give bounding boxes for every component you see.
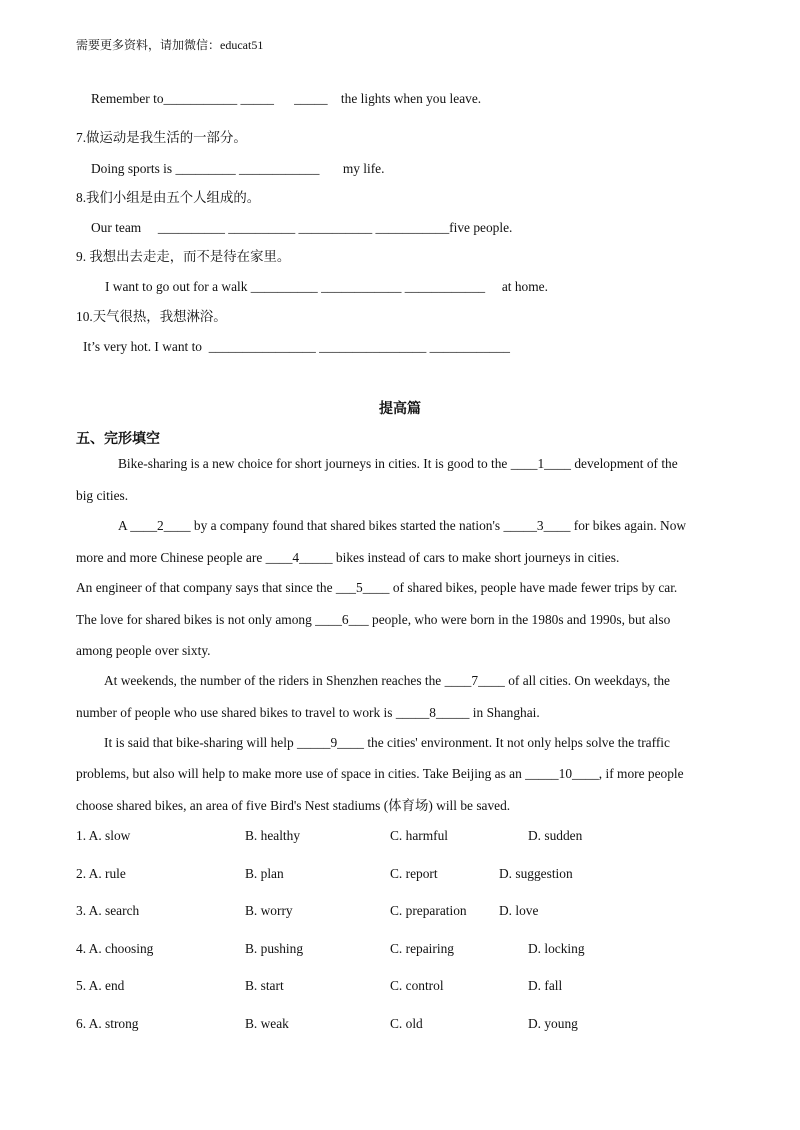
translation-line-6: Remember to___________ _____ _____ the lights when you leave.: [91, 91, 482, 106]
question-10-chinese: 10.天气很热，我想淋浴。: [76, 309, 227, 324]
header-note: 需要更多资料，请加微信：educat51: [76, 38, 264, 52]
q6-option-c: C. old: [390, 1016, 423, 1031]
passage-line: At weekends, the number of the riders in Shenzhen reaches the ____7____ of all cities. On weekdays, the: [104, 673, 670, 688]
q3-option-b: B. worry: [245, 903, 293, 918]
q2-option-c: C. report: [390, 866, 438, 881]
passage-line: Bike-sharing is a new choice for short journeys in cities. It is good to the ____1____ development of the: [118, 456, 678, 471]
passage-line: big cities.: [76, 488, 129, 503]
question-10-english: It’s very hot. I want to ________________ ________________ ____________: [83, 339, 510, 354]
passage-line: among people over sixty.: [76, 643, 211, 658]
question-8-english: Our team __________ __________ ___________ ___________five people.: [91, 220, 513, 235]
q5-option-a: 5. A. end: [76, 978, 125, 993]
question-7-chinese: 7.做运动是我生活的一部分。: [76, 130, 247, 145]
q4-option-c: C. repairing: [390, 941, 454, 956]
passage-line: The love for shared bikes is not only among ____6___ people, who were born in the 1980s and 1990s, but also: [76, 612, 671, 627]
q6-option-a: 6. A. strong: [76, 1016, 139, 1031]
q5-option-b: B. start: [245, 978, 284, 993]
q2-option-d: D. suggestion: [499, 866, 573, 881]
q2-option-b: B. plan: [245, 866, 284, 881]
q2-option-a: 2. A. rule: [76, 866, 126, 881]
q3-option-a: 3. A. search: [76, 903, 140, 918]
advanced-title: 提高篇: [379, 402, 421, 417]
passage-line: An engineer of that company says that since the ___5____ of shared bikes, people have made fewer trips by car.: [76, 580, 678, 595]
question-9-chinese: 9. 我想出去走走，而不是待在家里。: [76, 249, 291, 264]
passage-line: A ____2____ by a company found that shared bikes started the nation's _____3____ for bikes again. Now: [118, 518, 687, 533]
passage-line: choose shared bikes, an area of five Bird's Nest stadiums (体育场) will be saved.: [76, 798, 511, 813]
q1-option-c: C. harmful: [390, 828, 449, 843]
passage-line: It is said that bike-sharing will help _____9____ the cities' environment. It not only helps solve the traffic: [104, 735, 670, 750]
q6-option-d: D. young: [528, 1016, 578, 1031]
q4-option-b: B. pushing: [245, 941, 304, 956]
question-9-english: I want to go out for a walk __________ ____________ ____________ at home.: [105, 279, 548, 294]
q6-option-b: B. weak: [245, 1016, 289, 1031]
passage-line: problems, but also will help to make more use of space in cities. Take Beijing as an _____10____, if more people: [76, 766, 684, 781]
q5-option-d: D. fall: [528, 978, 563, 993]
q1-option-b: B. healthy: [245, 828, 301, 843]
q1-option-a: 1. A. slow: [76, 828, 131, 843]
passage-line: number of people who use shared bikes to travel to work is _____8_____ in Shanghai.: [76, 705, 540, 720]
question-8-chinese: 8.我们小组是由五个人组成的。: [76, 190, 261, 205]
q3-option-c: C. preparation: [390, 903, 467, 918]
q1-option-d: D. sudden: [528, 828, 583, 843]
q4-option-d: D. locking: [528, 941, 585, 956]
q3-option-d: D. love: [499, 903, 539, 918]
q4-option-a: 4. A. choosing: [76, 941, 154, 956]
q5-option-c: C. control: [390, 978, 444, 993]
passage-line: more and more Chinese people are ____4_____ bikes instead of cars to make short journeys in cities.: [76, 550, 620, 565]
question-7-english: Doing sports is _________ ____________ my life.: [91, 161, 385, 176]
section-label: 五、完形填空: [76, 432, 160, 447]
